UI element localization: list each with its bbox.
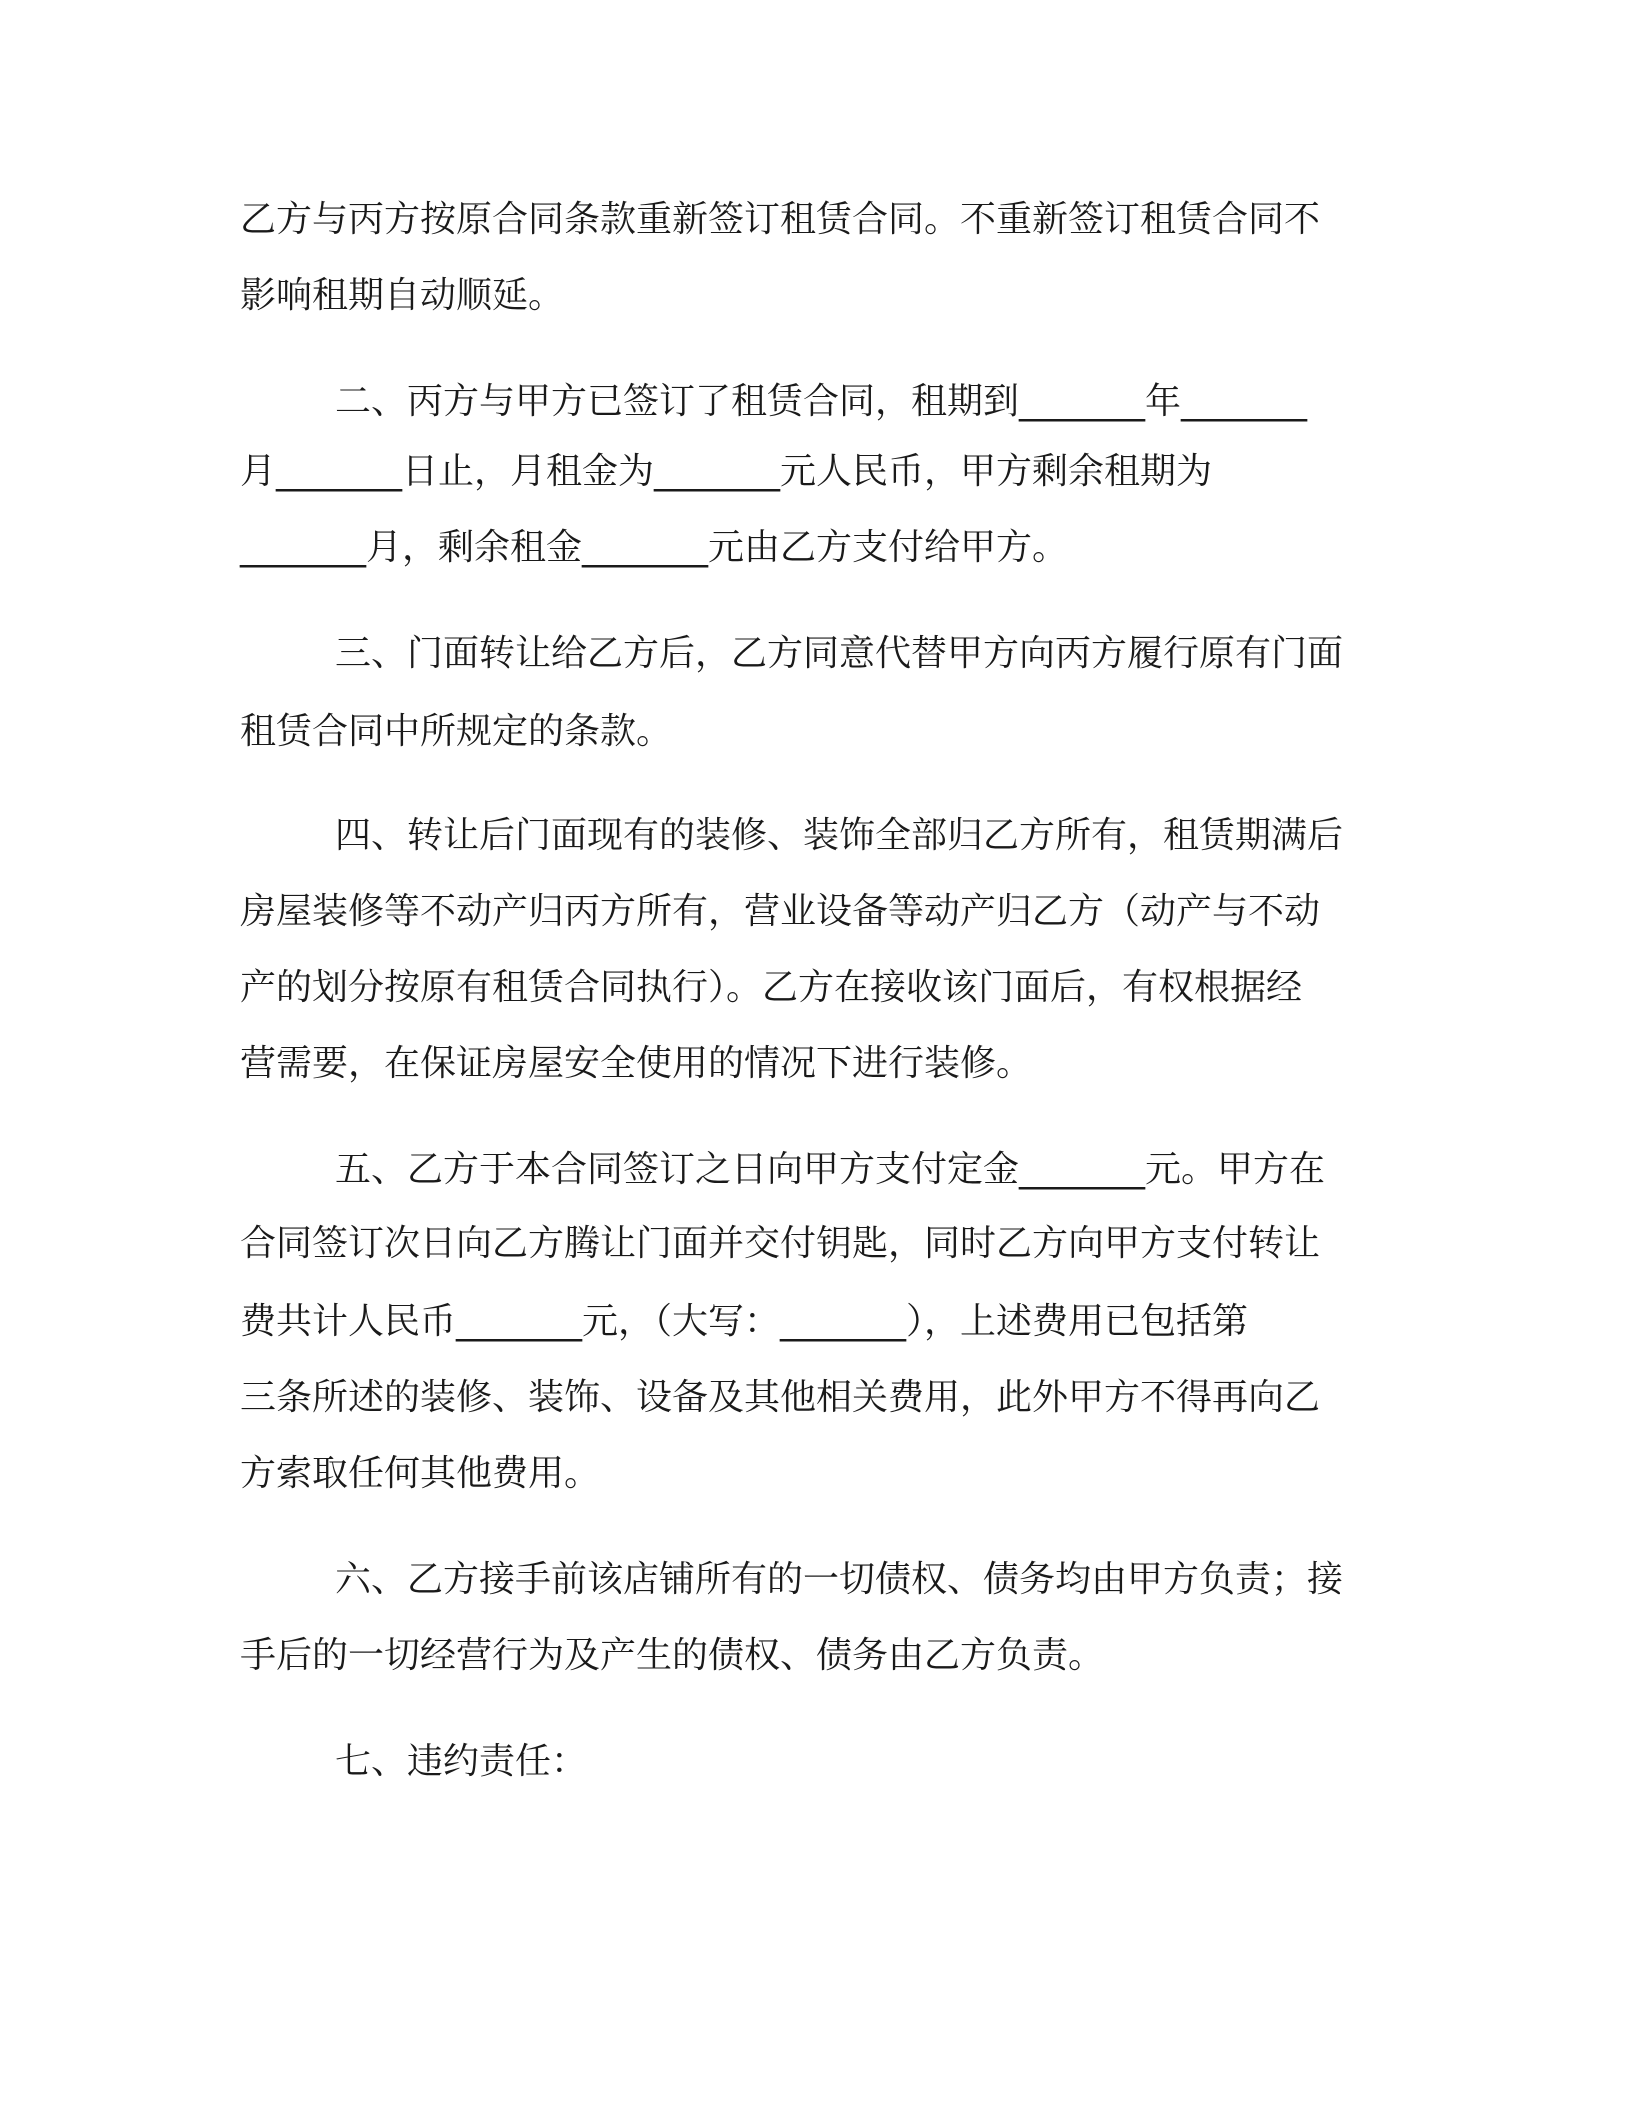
clause-two-line-3: _______月，剩余租金_______元由乙方支付给甲方。: [240, 527, 1069, 568]
clause-six-line-1: 六、乙方接手前该店铺所有的一切债权、债务均由甲方负责；接: [335, 1559, 1344, 1600]
clause-four-line-2: 房屋装修等不动产归丙方所有，营业设备等动产归乙方（动产与不动: [240, 891, 1321, 932]
clause-four-line-3: 产的划分按原有租赁合同执行）。乙方在接收该门面后，有权根据经: [240, 967, 1303, 1008]
clause-two-line-2: 月_______日止，月租金为_______元人民币，甲方剩余租期为: [240, 451, 1213, 492]
clause-six-line-2: 手后的一切经营行为及产生的债权、债务由乙方负责。: [240, 1635, 1105, 1676]
clause-three-line-2: 租赁合同中所规定的条款。: [240, 711, 673, 752]
clause-three-line-1: 三、门面转让给乙方后，乙方同意代替甲方向丙方履行原有门面: [335, 633, 1344, 674]
clause-five-line-4: 三条所述的装修、装饰、设备及其他相关费用，此外甲方不得再向乙: [240, 1377, 1321, 1418]
clause-two-line-1: 二、丙方与甲方已签订了租赁合同，租期到_______年_______: [335, 381, 1308, 422]
clause-five-line-1: 五、乙方于本合同签订之日向甲方支付定金_______元。甲方在: [335, 1149, 1326, 1190]
clause-five-line-2: 合同签订次日向乙方腾让门面并交付钥匙，同时乙方向甲方支付转让: [240, 1223, 1321, 1264]
clause-four-line-4: 营需要，在保证房屋安全使用的情况下进行装修。: [240, 1043, 1033, 1084]
clause-five-line-3: 费共计人民币_______元，（大写：_______），上述费用已包括第: [240, 1301, 1249, 1342]
clause-seven-heading: 七、违约责任：: [335, 1741, 588, 1782]
clause-one-line-2: 影响租期自动顺延。: [240, 275, 565, 316]
clause-five-line-5: 方索取任何其他费用。: [240, 1453, 601, 1494]
clause-four-line-1: 四、转让后门面现有的装修、装饰全部归乙方所有，租赁期满后: [335, 815, 1344, 856]
clause-one-line-1: 乙方与丙方按原合同条款重新签订租赁合同。不重新签订租赁合同不: [240, 199, 1321, 240]
